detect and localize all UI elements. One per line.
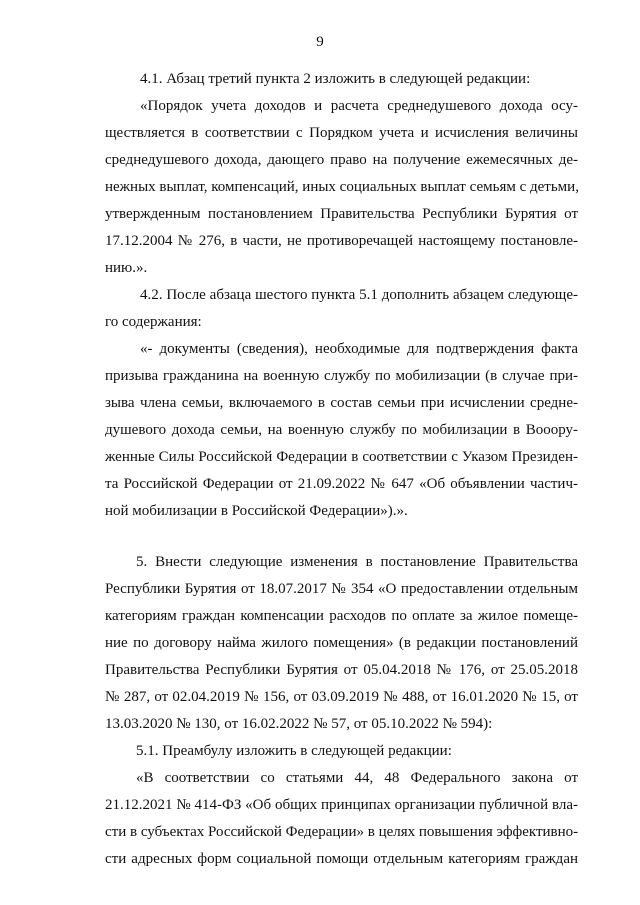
text-line: го содержания: [105,314,202,330]
text-line: женные Силы Российской Федерации в соответствии с Указом Президен- [105,449,578,465]
text-line: 21.12.2021 № 414-ФЗ «Об общих принципах организации публичной вла- [105,797,578,813]
text-line: сти адресных форм социальной помощи отдельным категориям граждан [105,851,578,867]
text-line: призыва гражданина на военную службу по мобилизации (в случае при- [105,368,578,384]
text-line: зыва члена семьи, включаемого в состав семьи при исчислении средне- [105,395,578,411]
text-line: ществляется в соответствии с Порядком учета и исчисления величины [105,125,578,141]
text-line: «- документы (сведения), необходимые для подтверждения факта [140,341,578,357]
text-line: 4.1. Абзац третий пункта 2 изложить в следующей редакции: [140,71,531,87]
text-line: среднедушевого дохода, дающего право на получение ежемесячных де- [105,152,578,168]
text-line: нию.». [105,260,148,276]
text-line: утвержденным постановлением Правительства Республики Бурятия от [105,206,578,222]
text-line: 5. Внести следующие изменения в постановление Правительства [136,554,578,570]
text-line: ной мобилизации в Российской Федерации»).». [105,503,408,519]
text-line: ние по договору найма жилого помещения» (в редакции постановлений [105,635,578,651]
text-line: № 287, от 02.04.2019 № 156, от 03.09.2019 № 488, от 16.01.2020 № 15, от [105,689,578,705]
text-line: нежных выплат, компенсаций, иных социальных выплат семьям с детьми, [105,179,579,195]
text-line: 5.1. Преамбулу изложить в следующей редакции: [136,743,452,759]
text-line: 4.2. После абзаца шестого пункта 5.1 дополнить абзацем следующе- [140,287,578,303]
text-line: «В соответствии со статьями 44, 48 Федерального закона от [136,770,578,786]
text-line: душевого дохода семьи, на военную службу по мобилизации в Вооору- [105,422,578,438]
text-line: та Российской Федерации от 21.09.2022 № 647 «Об объявлении частич- [105,476,578,492]
text-line: 17.12.2004 № 276, в части, не противоречащей настоящему постановле- [105,233,578,249]
text-line: категориям граждан компенсации расходов по оплате за жилое помеще- [105,608,578,624]
text-line: «Порядок учета доходов и расчета среднедушевого дохода осу- [140,98,578,114]
text-line: сти в субъектах Российской Федерации» в целях повышения эффективно- [105,824,579,840]
text-line: Республики Бурятия от 18.07.2017 № 354 «О предоставлении отдельным [105,581,578,597]
text-line: Правительства Республики Бурятия от 05.04.2018 № 176, от 25.05.2018 [105,662,578,678]
page-number: 9 [316,34,324,50]
text-line: 13.03.2020 № 130, от 16.02.2022 № 57, от 05.10.2022 № 594): [105,716,493,732]
